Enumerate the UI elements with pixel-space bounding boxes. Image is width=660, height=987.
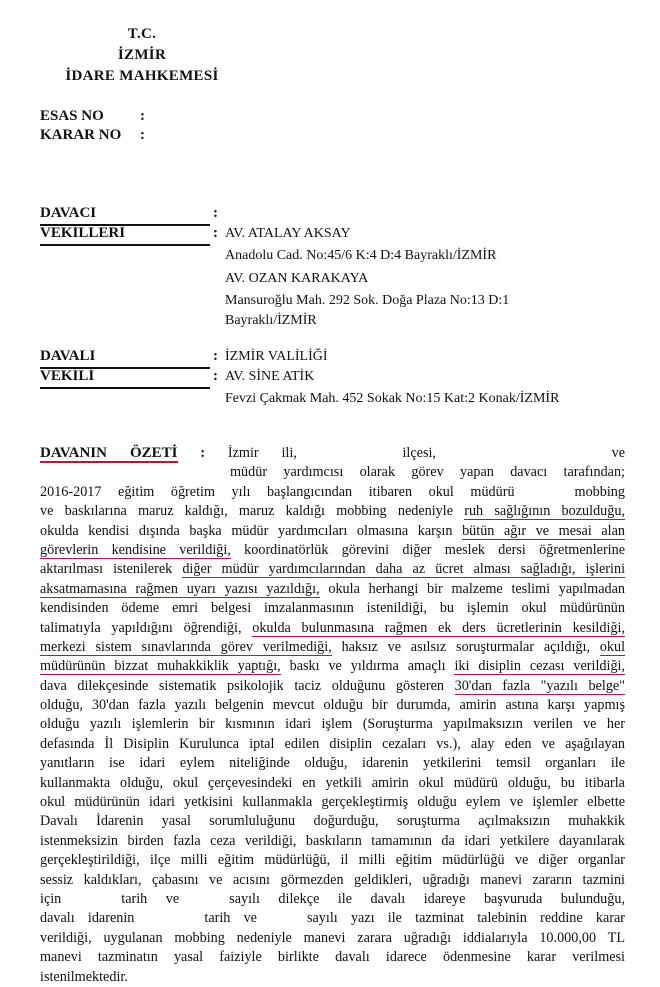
karar-no-colon: : bbox=[140, 127, 145, 143]
plaintiff-attorneys-label-row bbox=[40, 225, 210, 246]
summary-line: talimatıyla yapıldığını öğrendiği, okulda bulunmasına rağmen ek ders ücretlerinin kesildiği, bbox=[40, 619, 625, 636]
highlight-phrase: okulda bulunmasına rağmen ek ders ücretlerinin kesildiği, bbox=[252, 619, 625, 636]
case-summary bbox=[40, 444, 625, 987]
highlight-phrase: merkezi sistem sınavlarında görev verilmediği, bbox=[40, 638, 332, 655]
attorney2-address-line2: Bayraklı/İZMİR bbox=[225, 313, 317, 328]
defendant-name: İZMİR VALİLİĞİ bbox=[225, 349, 328, 364]
summary-line: istenilmektedir. bbox=[40, 968, 128, 985]
summary-line: olduğu, 30'dan fazla yazılı belgenin mevcut olduğu bir durumda, amirin astına karşı yapmış bbox=[40, 697, 625, 714]
highlight-phrase: bütün ağır ve mesai alan bbox=[462, 522, 625, 539]
attorney1-address: Anadolu Cad. No:45/6 K:4 D:4 Bayraklı/İZMİR bbox=[225, 248, 497, 263]
plaintiff-label: DAVACI bbox=[40, 205, 97, 221]
summary-line: müdür yardımcısı olarak görev yapan davacı tarafından; bbox=[230, 464, 625, 481]
court-header bbox=[62, 24, 222, 87]
highlight-phrase: aksatmamasına rağmen uyarı yazısı yazıldığı, bbox=[40, 580, 320, 597]
summary-line: manevi tazminatın yasal faiziyle birlikte davalı idarece ödenmesine karar verilmesi bbox=[40, 949, 625, 966]
summary-line: 2016-2017 eğitim öğretim yılı başlangıcından itibaren okul müdürü mobbing bbox=[40, 483, 625, 500]
defendant-attorney-name: AV. SİNE ATİK bbox=[225, 369, 315, 384]
header-court-name: İDARE MAHKEMESİ bbox=[65, 68, 219, 84]
summary-line: kendisinden ödeme emri belgesi imzalanmasının istenildiği, bu işlemin okul müdürünün bbox=[40, 600, 625, 617]
attorney1-name: AV. ATALAY AKSAY bbox=[225, 226, 351, 241]
plaintiff-label-row bbox=[40, 205, 210, 226]
summary-line: merkezi sistem sınavlarında görev verilmediği, haksız ve asılsız soruşturmalar açıldığı, okul bbox=[40, 638, 625, 655]
esas-no-label: ESAS NO bbox=[40, 108, 104, 124]
summary-line: Davalı İdarenin yasal sorumluluğunu doğurduğu, soruşturma açılmaksızın muhakkik bbox=[40, 813, 625, 830]
attorney2-name: AV. OZAN KARAKAYA bbox=[225, 271, 369, 286]
summary-label: DAVANIN ÖZETİ bbox=[40, 445, 178, 461]
highlight-phrase: okul bbox=[599, 638, 625, 655]
summary-line: verildiği, uygulanan mobbing nedeniyle manevi zarara uğradığı iddialarıyla 10.000,00 TL bbox=[40, 929, 625, 946]
header-city: İZMİR bbox=[117, 47, 167, 63]
summary-line: gerçekleştirildiği, ilçe milli eğitim müdürlüğü, il milli eğitim müdürlüğü ve diğer organlar bbox=[40, 852, 625, 869]
defendant-attorney-label: VEKİLİ bbox=[40, 368, 95, 384]
summary-line: okul müdürünün idari yetkisini kullanmakla gerçekleştirmiş olduğu eylem ve işlemler elbette bbox=[40, 794, 625, 811]
plaintiff-colon: : bbox=[213, 205, 218, 221]
summary-line: dava dilekçesinde sistematik psikolojik taciz olduğunu gösteren 30'dan fazla "yazılı belge" bbox=[40, 677, 625, 694]
summary-line: okulda kendisi dışında başka müdür yardımcıları olmasına karşın bütün ağır ve mesai alan bbox=[40, 522, 625, 539]
highlight-phrase: diğer müdür yardımcılarından daha az ücret alması sağladığı, işlerini bbox=[182, 561, 625, 578]
summary-line: aksatmamasına rağmen uyarı yazısı yazıldığı, okula herhangi bir malzeme teslimi yapılmadan bbox=[40, 580, 625, 597]
defendant-label: DAVALI bbox=[40, 348, 96, 364]
summary-line: müdürünün bizzat muhakkiklik yaptığı, baskı ve yıldırma amaçlı iki disiplin cezası verildiği, bbox=[40, 658, 625, 675]
summary-colon: : bbox=[200, 445, 206, 461]
defendant-attorney-address: Fevzi Çakmak Mah. 452 Sokak No:15 Kat:2 Konak/İZMİR bbox=[225, 391, 560, 406]
karar-no-label: KARAR NO bbox=[40, 127, 122, 143]
defendant-colon: : bbox=[213, 348, 218, 364]
summary-line: aktarılması istenilerek diğer müdür yardımcılarından daha az ücret alması sağladığı, işlerini bbox=[40, 561, 625, 578]
summary-line: olduğu yazılı işlemlerin bir kısmının idari işlem (Soruşturma yapılmaksızın verilen ve her bbox=[40, 716, 625, 733]
summary-line: davalı idarenin tarih ve sayılı yazı ile tazminat talebinin reddine karar bbox=[40, 910, 625, 927]
highlight-phrase: ruh sağlığının bozulduğu, bbox=[464, 503, 625, 520]
defendant-attorney-label-row bbox=[40, 368, 210, 389]
attorney2-address-line1: Mansuroğlu Mah. 292 Sok. Doğa Plaza No:13 D:1 bbox=[225, 293, 510, 308]
highlight-phrase: iki disiplin cezası verildiği, bbox=[454, 658, 625, 675]
plaintiff-attorneys-colon: : bbox=[213, 225, 218, 241]
summary-line: için tarih ve sayılı dilekçe ile davalı idareye başvuruda bulunduğu, bbox=[40, 890, 625, 907]
plaintiff-attorneys-label: VEKİLLERİ bbox=[40, 225, 126, 241]
summary-line: istenmeksizin birden fazla ceza verildiği, baskıların tamamının da idari yetkilere dayanılarak bbox=[40, 832, 625, 849]
header-tc: T.C. bbox=[127, 26, 157, 42]
highlight-phrase: görevlerin kendisine verildiği, bbox=[40, 541, 231, 558]
summary-line: DAVANIN ÖZETİ : İzmir ili, ilçesi, ve bbox=[40, 445, 625, 461]
highlight-phrase: müdürünün bizzat muhakkiklik yaptığı, bbox=[40, 658, 281, 675]
summary-line: kullanmakta olduğu, okul çerçevesindeki en yetkili amirin okul müdürü olduğu, bu itibarla bbox=[40, 774, 625, 791]
summary-line: ve baskılarına maruz kaldığı, maruz kaldığı mobbing nedeniyle ruh sağlığının bozulduğu, bbox=[40, 503, 625, 520]
summary-line: yanıtların ise idari eylem niteliğinde olduğu, idarenin yetkilerini temsil organları ile bbox=[40, 755, 625, 772]
defendant-label-row bbox=[40, 348, 210, 369]
esas-no-colon: : bbox=[140, 108, 145, 124]
summary-line: sessiz kaldıkları, çabasını ve acısını görmezden geldikleri, uğradığı manevi zararın tazmini bbox=[40, 871, 625, 888]
summary-line: görevlerin kendisine verildiği, koordinatörlük görevini diğer meslek dersi öğretmenlerine bbox=[40, 541, 625, 558]
defendant-attorney-colon: : bbox=[213, 368, 218, 384]
highlight-phrase: 30'dan fazla "yazılı belge" bbox=[454, 677, 625, 694]
summary-line: defasında İl Disiplin Kurulunca iptal edilen disiplin cezaları vs.), alay eden ve aşağılayan bbox=[40, 735, 625, 752]
